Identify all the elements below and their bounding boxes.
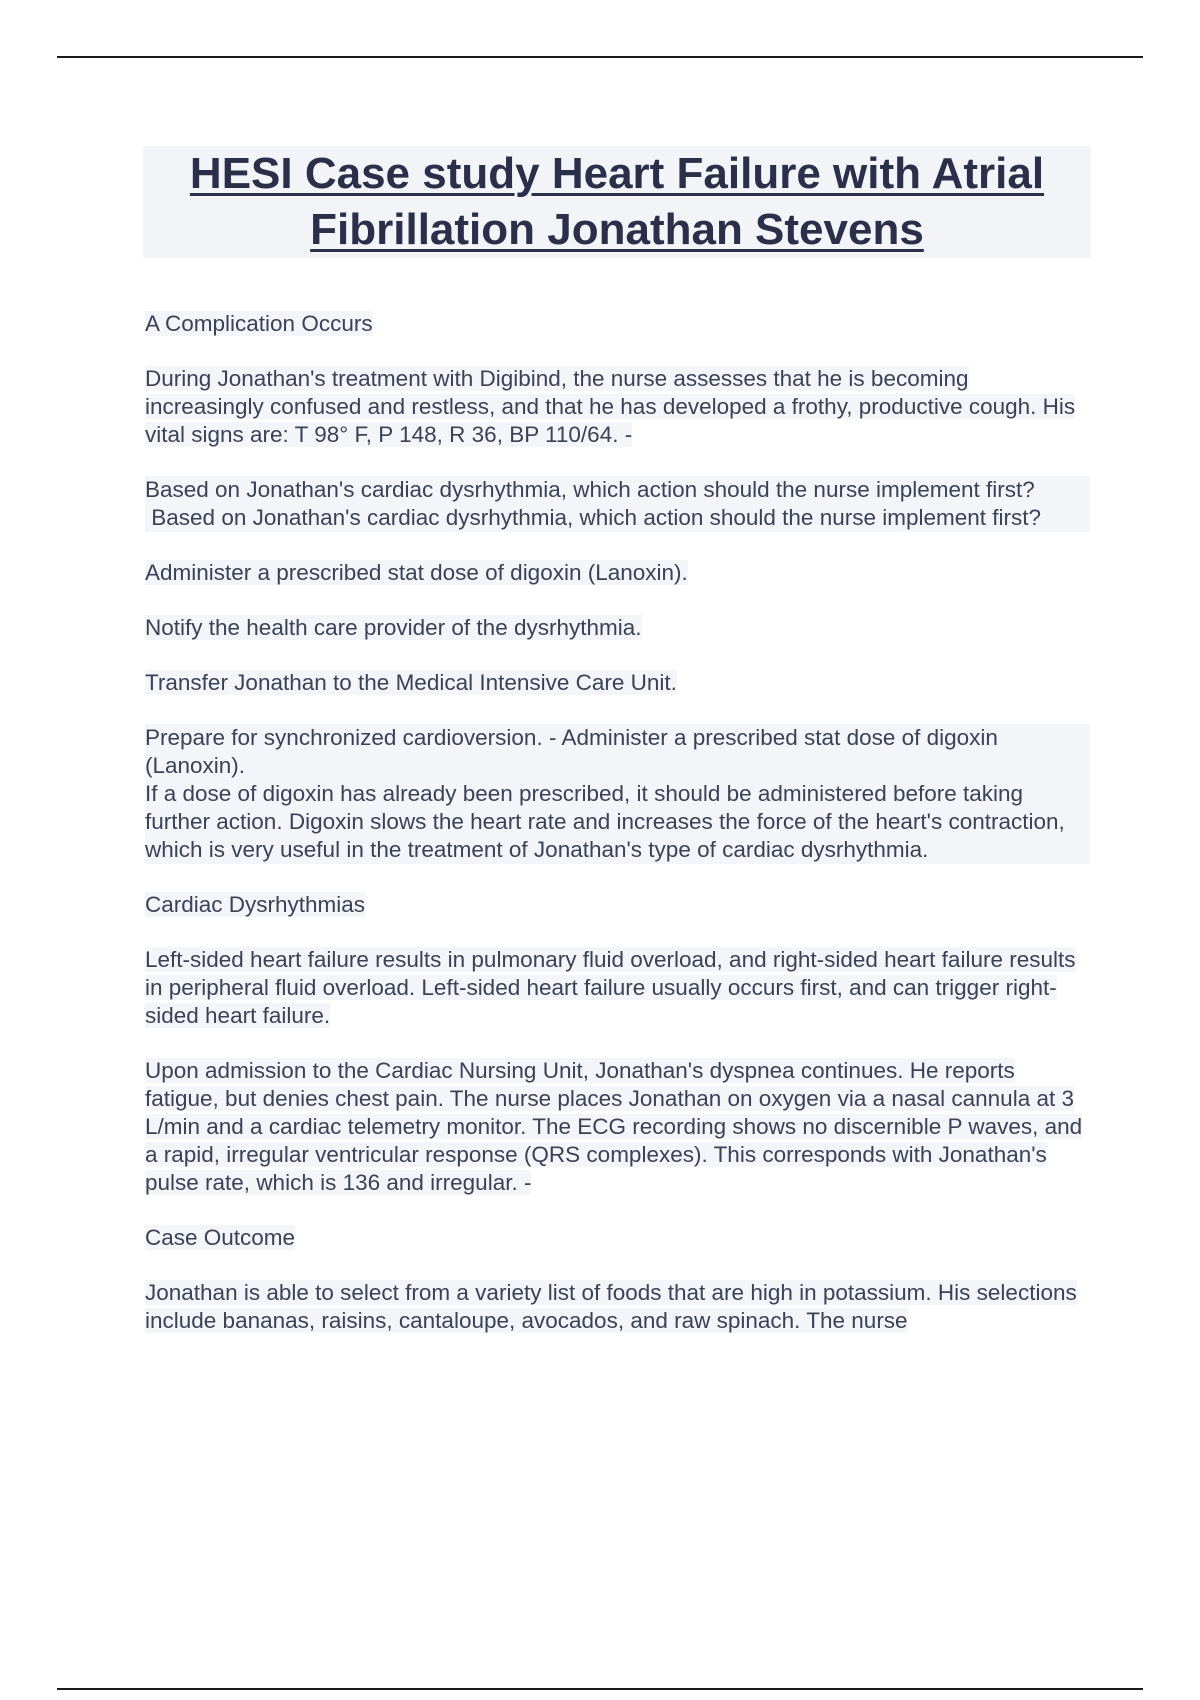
answer-option-1: Administer a prescribed stat dose of digoxin (Lanoxin).: [145, 560, 688, 585]
document-body: [145, 310, 1090, 1362]
question-block: [145, 476, 1090, 532]
question-2: Based on Jonathan's cardiac dysrhythmia, which action should the nurse implement first?: [145, 504, 1090, 532]
top-rule: [57, 56, 1143, 58]
answer-and-rationale: [145, 724, 1090, 864]
title-block: [143, 146, 1091, 258]
section-heading-outcome: Case Outcome: [145, 1225, 296, 1250]
answer-option-2: Notify the health care provider of the dysrhythmia.: [145, 615, 642, 640]
document-title: [143, 146, 1091, 258]
title-line-1: HESI Case study Heart Failure with Atrial: [189, 149, 1045, 198]
answer-option-4: Prepare for synchronized cardioversion. - Administer a prescribed stat dose of digoxin (Lanoxin).: [145, 724, 1090, 780]
section-heading-complication: A Complication Occurs: [145, 311, 373, 336]
rationale: If a dose of digoxin has already been prescribed, it should be administered before taking further action. Digoxin slows the heart rate and increases the force of the heart's contraction, which is very useful in the treatment of Jonathan's type of cardiac dysrhythmia.: [145, 780, 1090, 864]
paragraph-vitals: During Jonathan's treatment with Digibind, the nurse assesses that he is becoming increasingly confused and restless, and that he has developed a frothy, productive cough. His vital signs are: T 98° F, P 148, R 36, BP 110/64. -: [145, 366, 1076, 447]
section-heading-dysrhythmias: Cardiac Dysrhythmias: [145, 892, 366, 917]
title-line-2: Fibrillation Jonathan Stevens: [310, 205, 924, 254]
paragraph-admission: Upon admission to the Cardiac Nursing Unit, Jonathan's dyspnea continues. He reports fatigue, but denies chest pain. The nurse places Jonathan on oxygen via a nasal cannula at 3 L/min and a cardiac telemetry monitor. The ECG recording shows no discernible P waves, and a rapid, irregular ventricular response (QRS complexes). This corresponds with Jonathan's pulse rate, which is 136 and irregular. -: [145, 1058, 1083, 1195]
paragraph-outcome: Jonathan is able to select from a variety list of foods that are high in potassium. His selections include bananas, raisins, cantaloupe, avocados, and raw spinach. The nurse: [145, 1280, 1077, 1333]
question-1: Based on Jonathan's cardiac dysrhythmia, which action should the nurse implement first?: [145, 476, 1090, 504]
paragraph-heart-failure: Left-sided heart failure results in pulmonary fluid overload, and right-sided heart failure results in peripheral fluid overload. Left-sided heart failure usually occurs first, and can trigger right-sided heart failure.: [145, 947, 1076, 1028]
bottom-rule: [57, 1688, 1143, 1690]
answer-option-3: Transfer Jonathan to the Medical Intensive Care Unit.: [145, 670, 677, 695]
